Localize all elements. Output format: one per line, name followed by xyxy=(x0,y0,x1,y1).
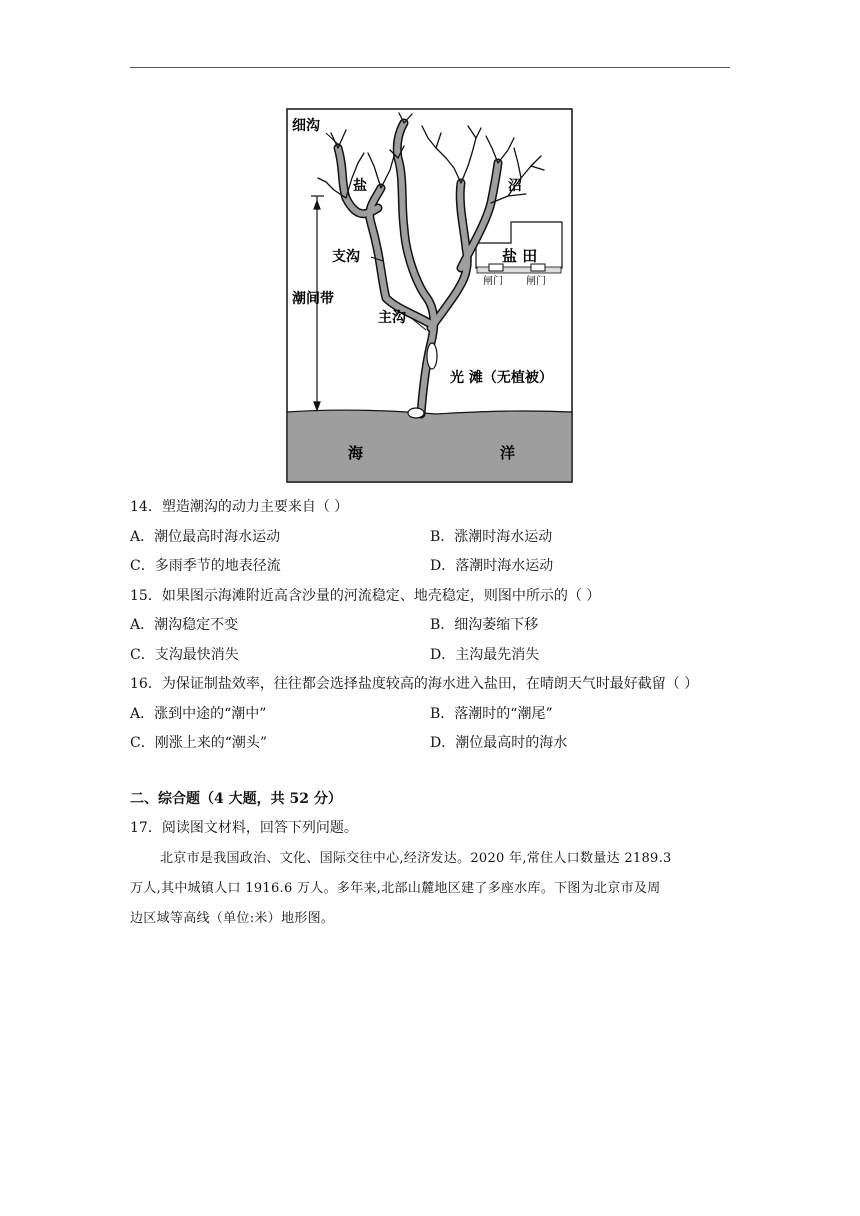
question-15-option-c: C．支沟最快消失 xyxy=(130,647,239,663)
question-15-option-a: A．潮沟稳定不变 xyxy=(130,617,239,633)
label-salt-marsh-2: 沼 xyxy=(508,178,522,194)
label-gate-right: 闸门 xyxy=(526,276,546,287)
label-salt-marsh-1: 盐 xyxy=(353,178,367,194)
label-bare-beach: 光 滩（无植被） xyxy=(450,370,553,386)
question-14-stem: 14．塑造潮沟的动力主要来自（ ） xyxy=(130,499,349,515)
label-salt-field: 盐 田 xyxy=(502,247,538,265)
question-15-option-b: B．细沟萎缩下移 xyxy=(430,617,539,633)
label-intertidal-zone: 潮间带 xyxy=(292,291,334,307)
question-16-stem: 16．为保证制盐效率，往往都会选择盐度较高的海水进入盐田，在晴朗天气时最好截留（ ） xyxy=(130,676,699,692)
question-14-option-c: C．多雨季节的地表径流 xyxy=(130,558,281,574)
label-ocean-1: 海 xyxy=(348,444,364,462)
question-16-option-a: A．涨到中途的“潮中” xyxy=(130,706,267,722)
question-14-option-a: A．潮位最高时海水运动 xyxy=(130,529,281,545)
question-17-stem: 17．阅读图文材料，回答下列问题。 xyxy=(130,820,358,836)
tidal-channel-diagram xyxy=(286,108,573,483)
section-2-title: 二、综合题（4 大题，共 52 分） xyxy=(130,791,342,807)
question-16-option-c: C．刚涨上来的“潮头” xyxy=(130,735,268,751)
label-branch-channel: 支沟 xyxy=(332,249,360,265)
question-16-option-b: B．落潮时的“潮尾” xyxy=(430,706,553,722)
question-15-stem: 15．如果图示海滩附近高含沙量的河流稳定、地壳稳定，则图中所示的（ ） xyxy=(130,588,601,604)
question-17-para-line-3: 边区域等高线（单位:米）地形图。 xyxy=(130,911,335,926)
label-ocean-2: 洋 xyxy=(500,444,516,462)
label-fine-channel: 细沟 xyxy=(292,118,320,134)
question-16-option-d: D．潮位最高时的海水 xyxy=(430,735,568,751)
question-17-para-line-2: 万人,其中城镇人口 1916.6 万人。多年来,北部山麓地区建了多座水库。下图为北京市及周 xyxy=(130,881,661,896)
ocean-area xyxy=(287,410,572,482)
label-gate-left: 闸门 xyxy=(483,276,503,287)
question-17-para-line-1: 北京市是我国政治、文化、国际交往中心,经济发达。2020 年,常住人口数量达 2189.3 xyxy=(160,851,672,866)
question-14-option-b: B．涨潮时海水运动 xyxy=(430,529,553,545)
question-14-option-d: D．落潮时海水运动 xyxy=(430,558,554,574)
question-15-option-d: D．主沟最先消失 xyxy=(430,647,540,663)
label-main-channel: 主沟 xyxy=(378,310,406,326)
header-rule xyxy=(130,67,730,68)
